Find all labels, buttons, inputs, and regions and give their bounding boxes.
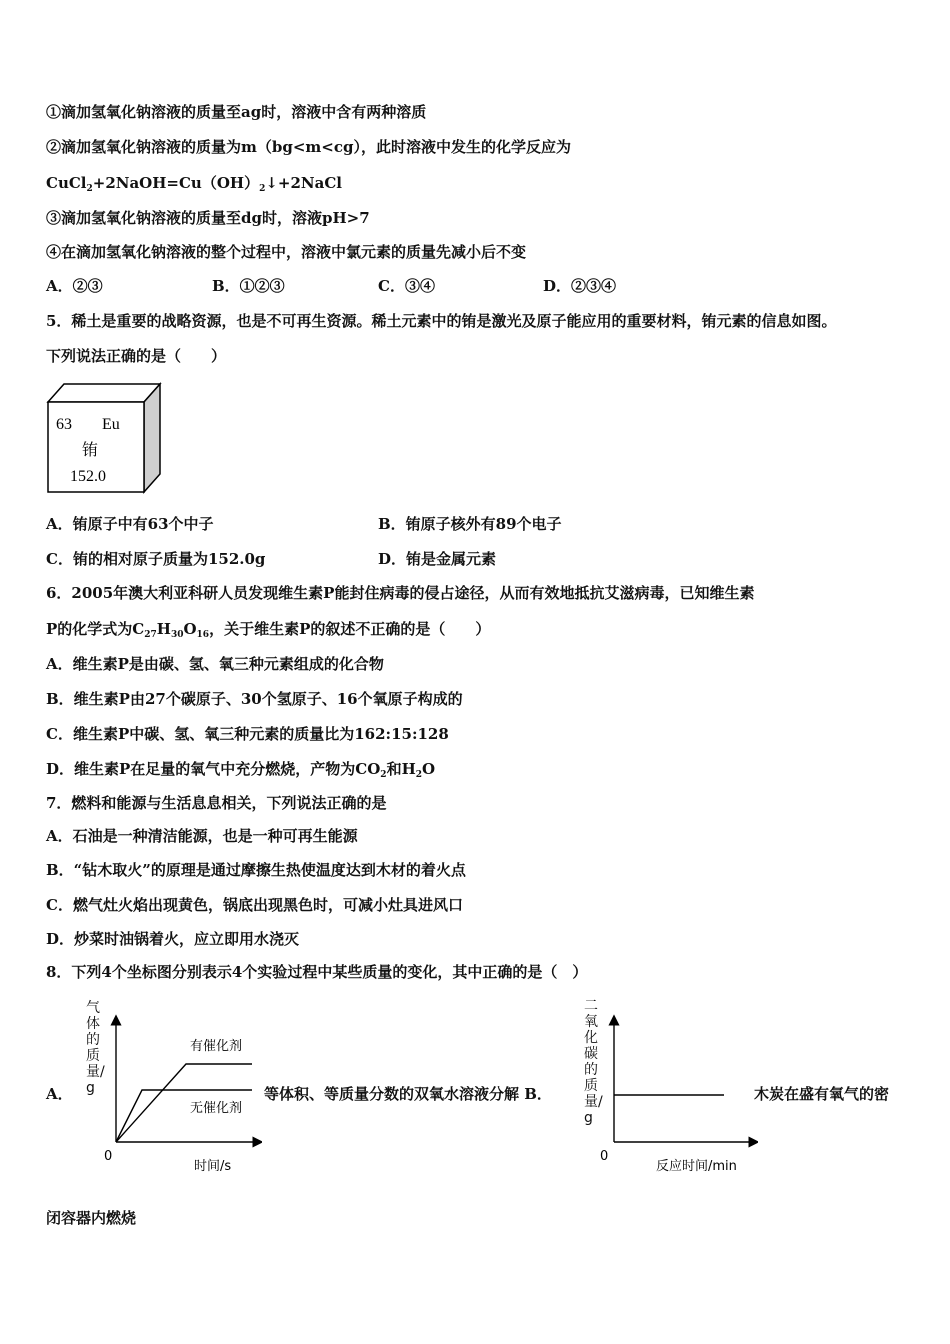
q5-stem-2: 下列说法正确的是（ ） (46, 347, 227, 365)
element-name: 铕 (82, 440, 99, 459)
q7-option-c: C．燃气灶火焰出现黄色，锅底出现黑色时，可减小灶具进风口 (46, 896, 463, 914)
q7-option-a: A．石油是一种清洁能源，也是一种可再生能源 (46, 827, 358, 845)
q4-statement-3: ③滴加氢氧化钠溶液的质量至dg时，溶液pH>7 (46, 209, 370, 227)
q4-statement-1: ①滴加氢氧化钠溶液的质量至ag时，溶液中含有两种溶质 (46, 103, 427, 121)
q5-option-a: A．铕原子中有63个中子 (46, 515, 214, 533)
graph-a-label-catalyst: 有催化剂 (190, 1039, 243, 1054)
q4-option-b: B．①②③ (212, 277, 285, 295)
q5-option-c: C．铕的相对原子质量为152.0g (46, 550, 266, 568)
q8-option-a-desc: 等体积、等质量分数的双氧水溶液分解 B． (264, 1085, 552, 1103)
q4-equation: $CuCl_2+2NaOH=Cu(OH)_2↓+2NaCl$ (46, 174, 342, 194)
element-number: 63 (56, 416, 72, 433)
q6-stem-1: 6．2005年澳大利亚科研人员发现维生素P能封住病毒的侵占途径，从而有效地抵抗艾滋病毒，已知维生素 (46, 584, 755, 602)
element-mass: 152.0 (70, 468, 106, 485)
graph-a-ylabel: 气体的质量/g (86, 1000, 105, 1096)
element-symbol: Eu (102, 416, 120, 433)
q7-option-b: B．“钻木取火”的原理是通过摩擦生热使温度达到木材的着火点 (46, 861, 466, 879)
graph-b-co2-mass (578, 998, 758, 1178)
q8-option-a-label: A． (46, 1085, 73, 1103)
graph-b-origin: 0 (600, 1149, 609, 1164)
q8-option-b-desc-cont: 闭容器内燃烧 (46, 1209, 137, 1227)
q6-option-c: C．维生素P中碳、氢、氧三种元素的质量比为162:15:128 (46, 725, 449, 743)
q8-stem: 8．下列4个坐标图分别表示4个实验过程中某些质量的变化，其中正确的是（ ） (46, 963, 588, 981)
q5-option-d: D．铕是金属元素 (378, 550, 497, 568)
q4-option-c: C．③④ (378, 277, 435, 295)
q4-option-d: D．②③④ (543, 277, 617, 295)
q4-statement-2: ②滴加氢氧化钠溶液的质量为m（bg<m<cg），此时溶液中发生的化学反应为 (46, 138, 571, 156)
q7-option-d: D．炒菜时油锅着火，应立即用水浇灭 (46, 930, 300, 948)
q7-stem: 7．燃料和能源与生活息息相关，下列说法正确的是 (46, 794, 387, 812)
q6-option-b: B．维生素P由27个碳原子、30个氢原子、16个氧原子构成的 (46, 690, 463, 708)
element-card-europium (46, 382, 162, 494)
graph-a-origin: 0 (104, 1149, 113, 1164)
graph-b-ylabel: 二氧化碳的质量/g (584, 998, 603, 1126)
q6-option-a: A．维生素P是由碳、氢、氧三种元素组成的化合物 (46, 655, 384, 673)
q6-stem-2: P的化学式为$C_{27}H_{30}O_{16}$，关于维生素P的叙述不正确的是（ ） (46, 620, 491, 640)
q6-option-d: D．维生素P在足量的氧气中充分燃烧，产物为$CO_2$和$H_2O$ (46, 760, 436, 780)
graph-a-xlabel: 时间/s (194, 1159, 232, 1174)
q4-statement-4: ④在滴加氢氧化钠溶液的整个过程中，溶液中氯元素的质量先减小后不变 (46, 243, 527, 261)
q5-stem-1: 5．稀土是重要的战略资源，也是不可再生资源。稀土元素中的铕是激光及原子能应用的重要材料，铕元素的信息如图。 (46, 312, 837, 330)
graph-a-gas-mass (82, 1000, 262, 1180)
q8-option-b-desc: 木炭在盛有氧气的密 (754, 1085, 890, 1103)
q4-option-a: A．②③ (46, 277, 103, 295)
q5-option-b: B．铕原子核外有89个电子 (378, 515, 562, 533)
graph-b-xlabel: 反应时间/min (656, 1159, 737, 1174)
graph-a-line-no-catalyst (116, 1090, 252, 1142)
graph-a-label-no-catalyst: 无催化剂 (190, 1101, 243, 1116)
